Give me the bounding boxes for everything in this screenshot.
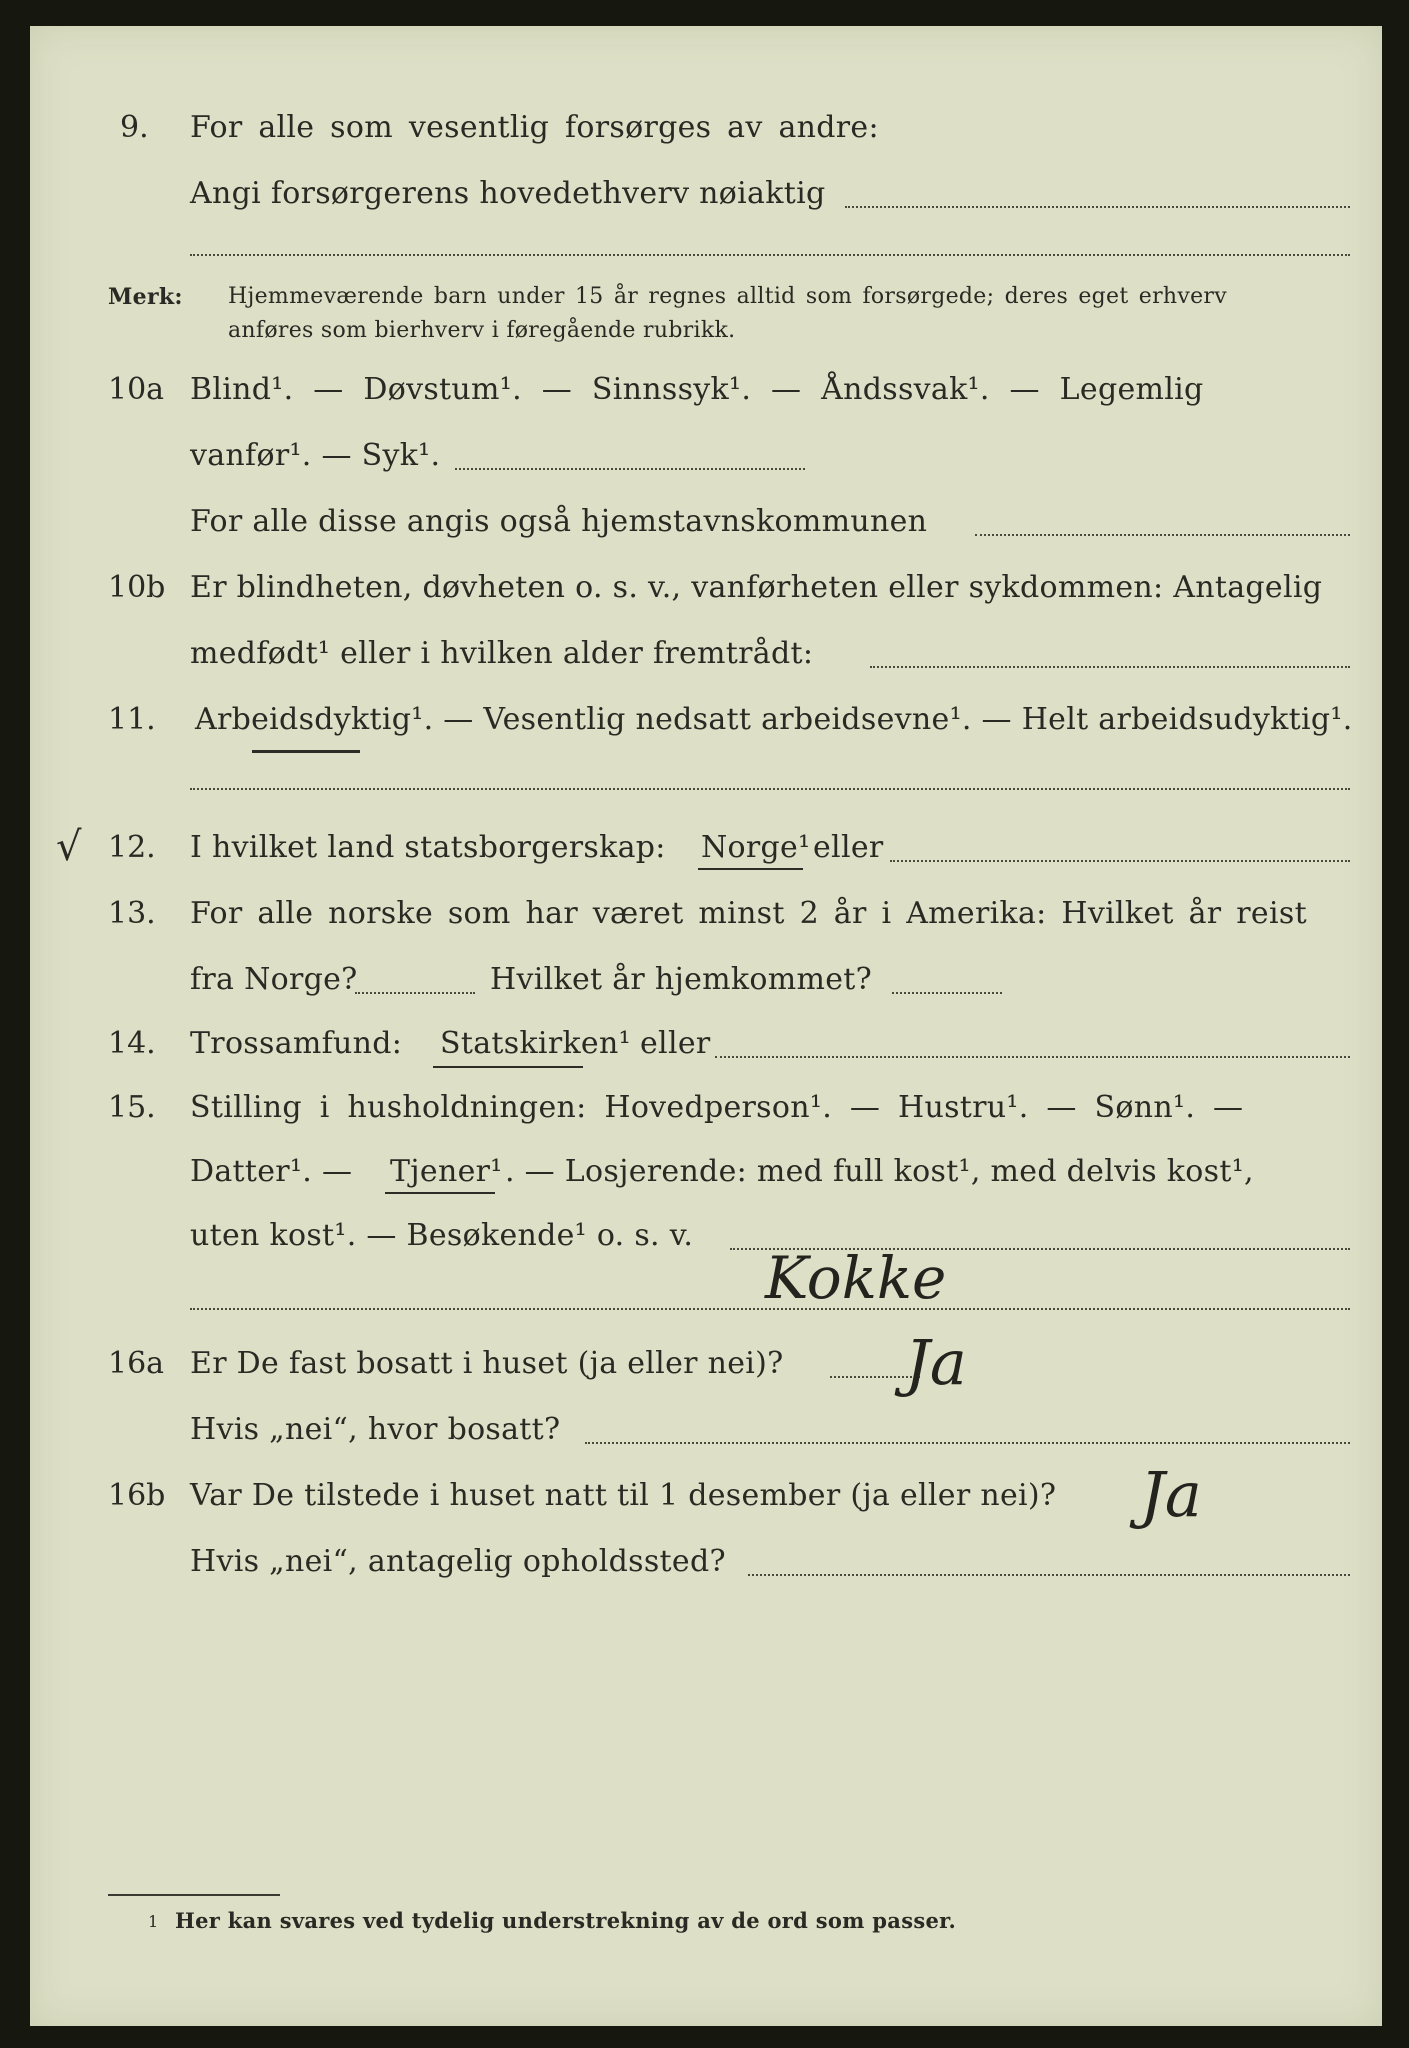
answer-line[interactable] <box>190 254 1350 256</box>
handwritten-underline <box>433 1066 583 1068</box>
question-text: vanfør¹. — Syk¹. <box>190 438 441 473</box>
question-text: Hvilket år hjemkommet? <box>490 962 873 997</box>
handwritten-underline <box>252 750 360 753</box>
footnote-text: Her kan svares ved tydelig understrekning av de ord som passer. <box>175 1908 957 1933</box>
question-16a-line-2 <box>30 1412 1382 1452</box>
question-text: Angi forsørgerens hovedethverv nøiaktig <box>190 176 826 211</box>
question-15-line-3 <box>30 1218 1382 1258</box>
handwritten-answer-resident: Ja <box>905 1326 967 1399</box>
answer-line[interactable] <box>892 992 1002 994</box>
question-10b-line-2 <box>30 636 1382 676</box>
note-text: Hjemmeværende barn under 15 år regnes alltid som forsørgede; deres eget erhverv <box>228 284 1227 309</box>
question-text: Er blindheten, døvheten o. s. v., vanførheten eller sykdommen: Antagelig <box>190 570 1323 605</box>
handwritten-underline <box>698 868 803 870</box>
footnote-rule <box>108 1894 280 1896</box>
note-text: anføres som bierhverv i føregående rubrikk. <box>228 318 736 343</box>
answer-line[interactable] <box>975 534 1350 536</box>
answer-line[interactable] <box>748 1574 1350 1576</box>
option-norge[interactable]: Norge¹ <box>701 830 811 865</box>
question-text: For alle disse angis også hjemstavnskommunen <box>190 504 928 539</box>
question-9 <box>30 110 1382 150</box>
question-10a-line-3 <box>30 504 1382 544</box>
question-text: Var De tilstede i huset natt til 1 desember (ja eller nei)? <box>190 1478 1057 1513</box>
question-16a <box>30 1346 1382 1386</box>
question-number: 10b <box>108 570 166 605</box>
answer-line[interactable] <box>585 1442 1350 1444</box>
question-text: eller <box>813 830 884 865</box>
handwritten-answer-present: Ja <box>1140 1458 1202 1531</box>
question-text: I hvilket land statsborgerskap: <box>190 830 666 865</box>
question-10b <box>30 570 1382 610</box>
question-number: 10a <box>108 372 165 407</box>
note-line-2 <box>30 318 1382 358</box>
option-statskirken[interactable]: Statskirken¹ <box>440 1026 631 1061</box>
question-number: 16a <box>108 1346 165 1381</box>
question-text: Blind¹. — Døvstum¹. — Sinnssyk¹. — Åndssvak¹. — Legemlig <box>190 372 1204 407</box>
handwritten-underline <box>385 1192 495 1194</box>
question-13-line-2 <box>30 962 1382 1002</box>
handwritten-answer-occupation: Kokke <box>765 1244 947 1312</box>
question-text: fra Norge? <box>190 962 358 997</box>
note-label: Merk: <box>108 284 183 310</box>
question-number: 15. <box>108 1090 156 1125</box>
answer-line[interactable] <box>845 206 1350 208</box>
question-text: Stilling i husholdningen: Hovedperson¹. — Hustru¹. — Sønn¹. — <box>190 1090 1244 1125</box>
question-text: Er De fast bosatt i huset (ja eller nei)? <box>190 1346 784 1381</box>
question-number: 11. <box>108 702 156 737</box>
answer-line[interactable] <box>190 1308 1350 1310</box>
question-text: . — Losjerende: med full kost¹, med delvis kost¹, <box>505 1154 1254 1189</box>
question-16b-line-2 <box>30 1544 1382 1584</box>
answer-line[interactable] <box>870 666 1350 668</box>
question-number: 13. <box>108 896 156 931</box>
question-text: uten kost¹. — Besøkende¹ o. s. v. <box>190 1218 694 1253</box>
answer-line[interactable] <box>355 992 475 994</box>
question-number: 12. <box>108 830 156 865</box>
question-number: 14. <box>108 1026 156 1061</box>
answer-line[interactable] <box>715 1056 1350 1058</box>
question-number: 16b <box>108 1478 166 1513</box>
question-text: Hvis „nei“, antagelig opholdssted? <box>190 1544 726 1579</box>
question-text: eller <box>640 1026 711 1061</box>
question-14 <box>30 1026 1382 1066</box>
question-number: 9. <box>120 110 149 145</box>
question-text: Arbeidsdyktig¹. — Vesentlig nedsatt arbeidsevne¹. — Helt arbeidsudyktig¹. <box>195 702 1353 737</box>
question-12 <box>30 824 1382 870</box>
question-13 <box>30 896 1382 936</box>
question-text: Hvis „nei“, hvor bosatt? <box>190 1412 561 1447</box>
question-text: Datter¹. — <box>190 1154 353 1189</box>
question-15-line-2 <box>30 1154 1382 1194</box>
question-9-line-2 <box>30 176 1382 216</box>
question-text: Trossamfund: <box>190 1026 403 1061</box>
census-form-page <box>30 26 1382 2026</box>
question-15 <box>30 1090 1382 1130</box>
check-mark-icon: √ <box>56 824 82 870</box>
answer-line[interactable] <box>455 468 805 470</box>
question-11 <box>30 702 1382 742</box>
footnote <box>30 1908 1382 1948</box>
question-10a <box>30 372 1382 412</box>
option-tjener[interactable]: Tjener¹ <box>390 1154 503 1189</box>
question-text: For alle som vesentlig forsørges av andre: <box>190 110 879 145</box>
question-10a-line-2 <box>30 438 1382 478</box>
answer-line[interactable] <box>190 788 1350 790</box>
question-text: For alle norske som har været minst 2 år i Amerika: Hvilket år reist <box>190 896 1307 931</box>
footnote-marker: 1 <box>148 1912 159 1931</box>
question-text: medfødt¹ eller i hvilken alder fremtrådt: <box>190 636 814 671</box>
answer-line[interactable] <box>890 860 1350 862</box>
